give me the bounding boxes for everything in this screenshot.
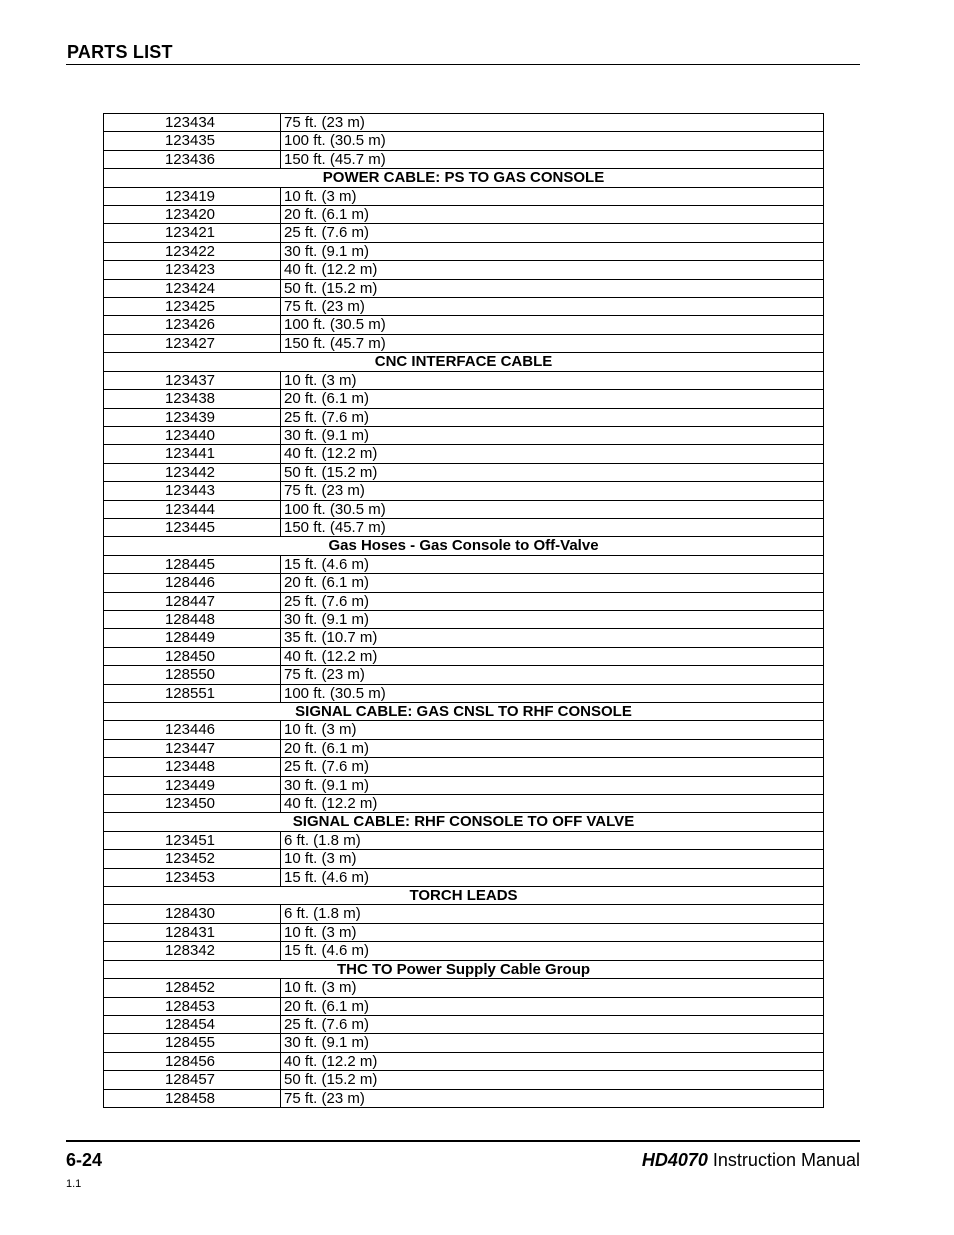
table-row [104, 610, 824, 628]
part-number-cell: 128458 [104, 1089, 281, 1107]
parts-table-body [104, 114, 824, 1108]
description-cell: 25 ft. (7.6 m) [281, 224, 824, 242]
table-row [104, 592, 824, 610]
description-cell: 20 ft. (6.1 m) [281, 997, 824, 1015]
description-cell: 75 ft. (23 m) [281, 1089, 824, 1107]
table-row [104, 666, 824, 684]
header-divider [66, 64, 860, 65]
description-cell: 100 ft. (30.5 m) [281, 500, 824, 518]
table-row [104, 997, 824, 1015]
page-number: 6-24 [66, 1150, 103, 1170]
table-row [104, 739, 824, 757]
part-number-cell: 128448 [104, 610, 281, 628]
table-row [104, 261, 824, 279]
part-number-cell: 123450 [104, 795, 281, 813]
table-row [104, 795, 824, 813]
table-row [104, 224, 824, 242]
part-number-cell: 128446 [104, 574, 281, 592]
part-number-cell: 123426 [104, 316, 281, 334]
description-cell: 30 ft. (9.1 m) [281, 610, 824, 628]
footer-divider [66, 1140, 860, 1142]
table-row [104, 905, 824, 923]
section-title: CNC INTERFACE CABLE [104, 353, 824, 371]
table-row [104, 426, 824, 444]
description-cell: 40 ft. (12.2 m) [281, 445, 824, 463]
description-cell: 75 ft. (23 m) [281, 114, 824, 132]
description-cell: 100 ft. (30.5 m) [281, 132, 824, 150]
description-cell: 40 ft. (12.2 m) [281, 647, 824, 665]
description-cell: 10 ft. (3 m) [281, 850, 824, 868]
description-cell: 15 ft. (4.6 m) [281, 942, 824, 960]
description-cell: 20 ft. (6.1 m) [281, 739, 824, 757]
description-cell: 100 ft. (30.5 m) [281, 316, 824, 334]
section-header-row [104, 353, 824, 371]
table-row [104, 298, 824, 316]
table-row [104, 132, 824, 150]
table-row [104, 721, 824, 739]
part-number-cell: 128450 [104, 647, 281, 665]
part-number-cell: 123421 [104, 224, 281, 242]
table-row [104, 445, 824, 463]
table-row [104, 371, 824, 389]
description-cell: 30 ft. (9.1 m) [281, 242, 824, 260]
part-number-cell: 123448 [104, 758, 281, 776]
table-row [104, 1015, 824, 1033]
section-header-row [104, 887, 824, 905]
description-cell: 40 ft. (12.2 m) [281, 1052, 824, 1070]
section-header-row [104, 960, 824, 978]
part-number-cell: 123452 [104, 850, 281, 868]
part-number-cell: 128342 [104, 942, 281, 960]
description-cell: 20 ft. (6.1 m) [281, 574, 824, 592]
description-cell: 50 ft. (15.2 m) [281, 279, 824, 297]
part-number-cell: 128447 [104, 592, 281, 610]
part-number-cell: 128445 [104, 555, 281, 573]
section-title: THC TO Power Supply Cable Group [104, 960, 824, 978]
table-row [104, 1071, 824, 1089]
description-cell: 10 ft. (3 m) [281, 187, 824, 205]
part-number-cell: 128430 [104, 905, 281, 923]
description-cell: 20 ft. (6.1 m) [281, 206, 824, 224]
description-cell: 150 ft. (45.7 m) [281, 334, 824, 352]
table-row [104, 647, 824, 665]
part-number-cell: 123451 [104, 831, 281, 849]
section-header-row [104, 537, 824, 555]
description-cell: 35 ft. (10.7 m) [281, 629, 824, 647]
description-cell: 75 ft. (23 m) [281, 666, 824, 684]
description-cell: 40 ft. (12.2 m) [281, 795, 824, 813]
description-cell: 25 ft. (7.6 m) [281, 408, 824, 426]
table-row [104, 629, 824, 647]
manual-title [642, 1150, 860, 1171]
table-row [104, 114, 824, 132]
description-cell: 10 ft. (3 m) [281, 721, 824, 739]
page-title: PARTS LIST [67, 42, 173, 62]
table-row [104, 463, 824, 481]
section-title: SIGNAL CABLE: GAS CNSL TO RHF CONSOLE [104, 703, 824, 721]
table-row [104, 334, 824, 352]
description-cell: 40 ft. (12.2 m) [281, 261, 824, 279]
table-row [104, 574, 824, 592]
description-cell: 6 ft. (1.8 m) [281, 905, 824, 923]
part-number-cell: 123439 [104, 408, 281, 426]
section-header-row [104, 703, 824, 721]
table-row [104, 316, 824, 334]
part-number-cell: 123420 [104, 206, 281, 224]
part-number-cell: 123427 [104, 334, 281, 352]
description-cell: 25 ft. (7.6 m) [281, 758, 824, 776]
table-row [104, 279, 824, 297]
description-cell: 30 ft. (9.1 m) [281, 426, 824, 444]
part-number-cell: 123453 [104, 868, 281, 886]
table-row [104, 684, 824, 702]
part-number-cell: 128449 [104, 629, 281, 647]
manual-model: HD4070 [641, 1150, 708, 1170]
part-number-cell: 128550 [104, 666, 281, 684]
parts-table [103, 113, 824, 1108]
revision-number: 1.1 [66, 1178, 82, 1190]
table-row [104, 831, 824, 849]
description-cell: 30 ft. (9.1 m) [281, 1034, 824, 1052]
table-row [104, 758, 824, 776]
section-header-row [104, 813, 824, 831]
table-row [104, 482, 824, 500]
table-row [104, 1052, 824, 1070]
table-row [104, 500, 824, 518]
part-number-cell: 128457 [104, 1071, 281, 1089]
description-cell: 50 ft. (15.2 m) [281, 463, 824, 481]
section-title: POWER CABLE: PS TO GAS CONSOLE [104, 169, 824, 187]
part-number-cell: 128453 [104, 997, 281, 1015]
table-row [104, 923, 824, 941]
section-title: Gas Hoses - Gas Console to Off-Valve [104, 537, 824, 555]
part-number-cell: 123438 [104, 390, 281, 408]
part-number-cell: 123434 [104, 114, 281, 132]
description-cell: 75 ft. (23 m) [281, 298, 824, 316]
table-row [104, 518, 824, 536]
part-number-cell: 123422 [104, 242, 281, 260]
part-number-cell: 123445 [104, 518, 281, 536]
description-cell: 30 ft. (9.1 m) [281, 776, 824, 794]
description-cell: 20 ft. (6.1 m) [281, 390, 824, 408]
description-cell: 50 ft. (15.2 m) [281, 1071, 824, 1089]
part-number-cell: 128455 [104, 1034, 281, 1052]
manual-label: Instruction Manual [707, 1150, 860, 1170]
table-row [104, 206, 824, 224]
table-row [104, 408, 824, 426]
part-number-cell: 128551 [104, 684, 281, 702]
part-number-cell: 123436 [104, 150, 281, 168]
part-number-cell: 123447 [104, 739, 281, 757]
part-number-cell: 128454 [104, 1015, 281, 1033]
description-cell: 10 ft. (3 m) [281, 979, 824, 997]
description-cell: 25 ft. (7.6 m) [281, 1015, 824, 1033]
table-row [104, 187, 824, 205]
table-row [104, 242, 824, 260]
part-number-cell: 123446 [104, 721, 281, 739]
part-number-cell: 123425 [104, 298, 281, 316]
description-cell: 6 ft. (1.8 m) [281, 831, 824, 849]
table-row [104, 868, 824, 886]
part-number-cell: 123441 [104, 445, 281, 463]
description-cell: 25 ft. (7.6 m) [281, 592, 824, 610]
table-row [104, 1034, 824, 1052]
part-number-cell: 123424 [104, 279, 281, 297]
part-number-cell: 123437 [104, 371, 281, 389]
description-cell: 10 ft. (3 m) [281, 371, 824, 389]
part-number-cell: 123443 [104, 482, 281, 500]
description-cell: 15 ft. (4.6 m) [281, 555, 824, 573]
part-number-cell: 128456 [104, 1052, 281, 1070]
part-number-cell: 123440 [104, 426, 281, 444]
table-row [104, 942, 824, 960]
part-number-cell: 123449 [104, 776, 281, 794]
section-title: TORCH LEADS [104, 887, 824, 905]
section-header-row [104, 169, 824, 187]
description-cell: 150 ft. (45.7 m) [281, 150, 824, 168]
section-title: SIGNAL CABLE: RHF CONSOLE TO OFF VALVE [104, 813, 824, 831]
part-number-cell: 128452 [104, 979, 281, 997]
table-row [104, 390, 824, 408]
table-row [104, 979, 824, 997]
part-number-cell: 128431 [104, 923, 281, 941]
part-number-cell: 123444 [104, 500, 281, 518]
description-cell: 100 ft. (30.5 m) [281, 684, 824, 702]
description-cell: 75 ft. (23 m) [281, 482, 824, 500]
table-row [104, 150, 824, 168]
table-row [104, 850, 824, 868]
description-cell: 10 ft. (3 m) [281, 923, 824, 941]
table-row [104, 1089, 824, 1107]
part-number-cell: 123423 [104, 261, 281, 279]
part-number-cell: 123442 [104, 463, 281, 481]
table-row [104, 555, 824, 573]
description-cell: 15 ft. (4.6 m) [281, 868, 824, 886]
part-number-cell: 123419 [104, 187, 281, 205]
description-cell: 150 ft. (45.7 m) [281, 518, 824, 536]
part-number-cell: 123435 [104, 132, 281, 150]
table-row [104, 776, 824, 794]
